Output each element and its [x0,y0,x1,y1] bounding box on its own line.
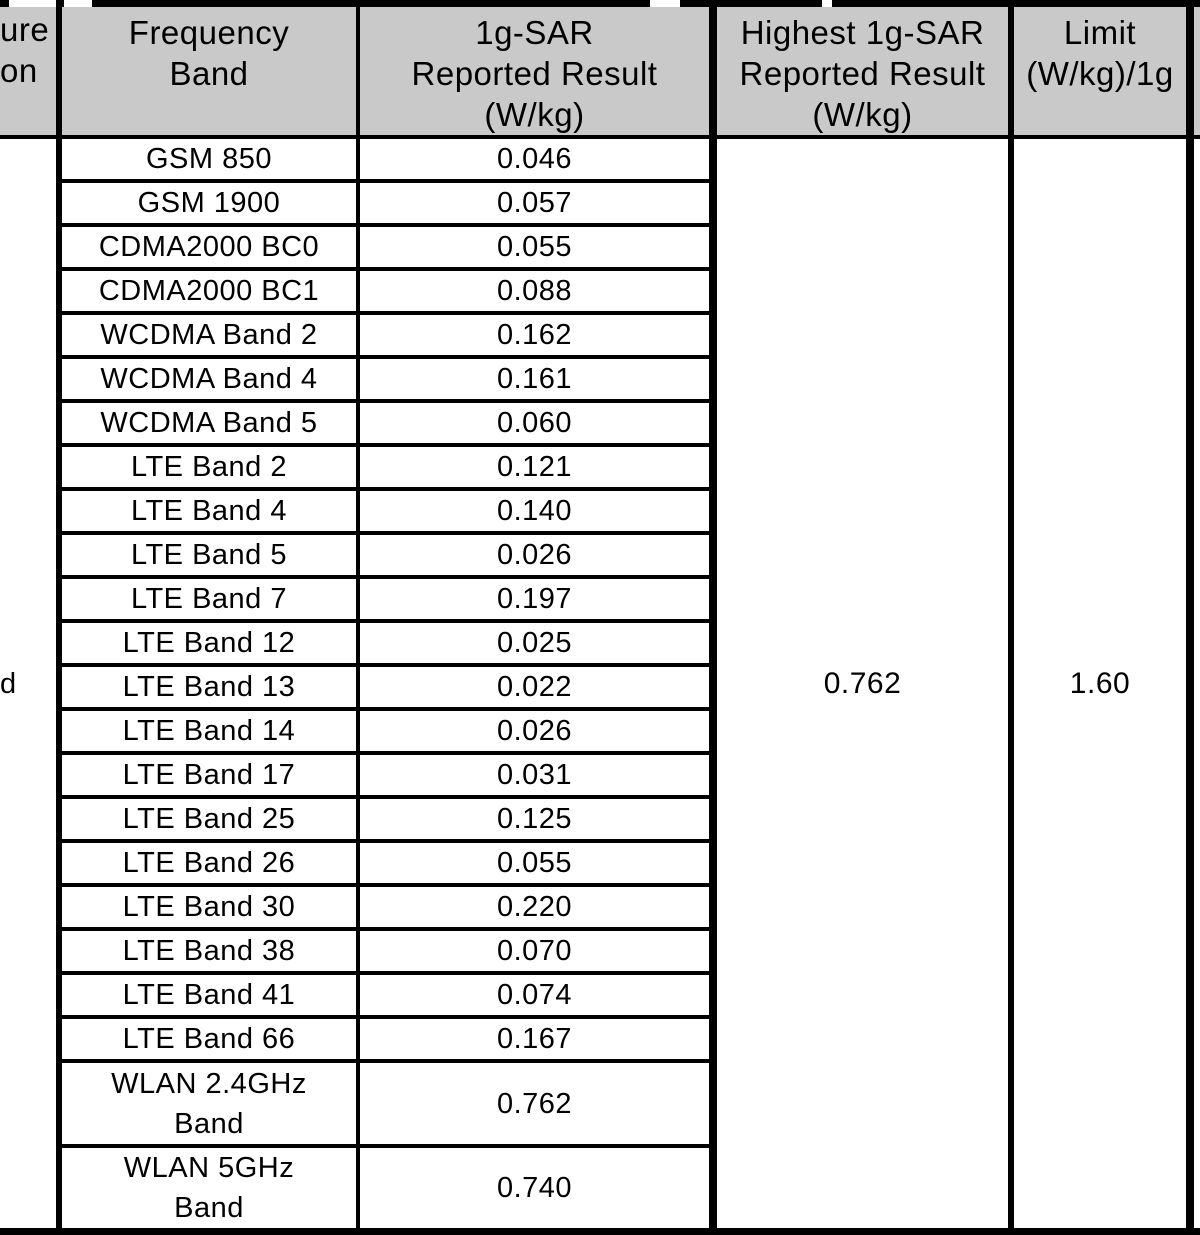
band-line: WCDMA Band 4 [100,363,318,395]
reported-sar-value-cell: 0.031 [358,753,713,797]
frequency-band-cell [59,1061,358,1146]
crop-artifact-gap [822,0,832,7]
frequency-band-cell [59,621,358,665]
frequency-band-cell [59,973,358,1017]
exposure-position-cell-cropped: d [0,137,59,1232]
header-line: (W/kg)/1g [1026,55,1174,92]
band-line: LTE Band 41 [122,979,296,1011]
band-line: CDMA2000 BC1 [98,275,320,307]
reported-sar-value-cell: 0.055 [358,225,713,269]
highest-sar-value-cell: 0.762 [713,137,1011,1232]
frequency-band-header [59,4,358,138]
band-line: LTE Band 66 [122,1023,296,1055]
band-line: WCDMA Band 5 [100,407,318,439]
crop-artifact-gap [64,0,92,7]
highest-sar-header [713,4,1011,138]
reported-sar-value-cell: 0.220 [358,885,713,929]
header-line: Band [169,55,249,92]
band-line: GSM 1900 [137,187,281,219]
band-line: LTE Band 2 [130,451,287,483]
frequency-band-cell [59,753,358,797]
reported-sar-header [358,4,713,138]
frequency-band-cell [59,357,358,401]
frequency-band-cell [59,401,358,445]
band-line: WCDMA Band 2 [100,319,318,351]
reported-sar-value-cell: 0.070 [358,929,713,973]
frequency-band-cell [59,885,358,929]
reported-sar-value-cell: 0.055 [358,841,713,885]
cropped-right-column-header [1190,4,1200,138]
exposure-position-header-cropped [0,4,59,138]
reported-sar-value-cell: 0.197 [358,577,713,621]
frequency-band-cell [59,1146,358,1232]
frequency-band-cell [59,445,358,489]
crop-artifact-border-stub [0,0,9,7]
limit-header [1011,4,1190,138]
reported-sar-value-cell: 0.022 [358,665,713,709]
frequency-band-cell [59,665,358,709]
table-body [0,137,1200,1232]
band-line: LTE Band 26 [122,847,296,879]
reported-sar-value-cell: 0.060 [358,401,713,445]
header-line: on [0,51,38,89]
reported-sar-value-cell: 0.140 [358,489,713,533]
table-header [0,4,1200,138]
band-line: CDMA2000 BC0 [98,231,320,263]
header-row [0,4,1200,138]
reported-sar-value-cell: 0.057 [358,181,713,225]
reported-sar-value-cell: 0.121 [358,445,713,489]
header-line: (W/kg) [484,96,585,133]
header-line: Highest 1g-SAR [740,14,985,51]
header-line: ure [0,10,50,48]
header-line: 1g-SAR [475,14,594,51]
header-line: (W/kg) [812,96,913,133]
band-line: LTE Band 7 [130,583,287,615]
limit-value-cell: 1.60 [1011,137,1190,1232]
reported-sar-value-cell: 0.025 [358,621,713,665]
band-line: LTE Band 12 [122,627,296,659]
band-line: LTE Band 14 [122,715,296,747]
reported-sar-value-cell: 0.026 [358,709,713,753]
band-line: LTE Band 17 [122,759,296,791]
frequency-band-cell [59,137,358,181]
frequency-band-cell [59,577,358,621]
band-line: WLAN 2.4GHz [111,1067,307,1100]
header-line: Reported Result [739,55,986,92]
crop-artifact-gap [650,0,680,7]
reported-sar-value-cell: 0.167 [358,1017,713,1061]
crop-artifact-gap [9,0,56,7]
frequency-band-cell [59,797,358,841]
table-row [0,137,1200,181]
frequency-band-cell [59,489,358,533]
header-line: Frequency [128,14,290,51]
frequency-band-cell [59,929,358,973]
frequency-band-cell [59,1017,358,1061]
frequency-band-cell [59,269,358,313]
header-line: Limit [1063,14,1137,51]
band-line: GSM 850 [146,143,272,175]
band-line: LTE Band 4 [130,495,287,527]
reported-sar-value-cell: 0.162 [358,313,713,357]
frequency-band-cell [59,709,358,753]
frequency-band-cell [59,181,358,225]
frequency-band-cell [59,313,358,357]
reported-sar-value-cell: 0.762 [358,1061,713,1146]
cropped-right-column-cell [1190,137,1200,1232]
reported-sar-value-cell: 0.740 [358,1146,713,1232]
band-line: Band [174,1192,244,1224]
frequency-band-cell [59,841,358,885]
band-line: WLAN 5GHz [123,1152,295,1184]
band-line: LTE Band 38 [122,935,296,967]
band-line: LTE Band 13 [122,671,296,703]
band-line: LTE Band 25 [122,803,296,835]
reported-sar-value-cell: 0.088 [358,269,713,313]
reported-sar-value-cell: 0.074 [358,973,713,1017]
band-line: LTE Band 30 [122,891,296,923]
frequency-band-cell [59,533,358,577]
reported-sar-value-cell: 0.026 [358,533,713,577]
reported-sar-value-cell: 0.161 [358,357,713,401]
reported-sar-value-cell: 0.125 [358,797,713,841]
header-line: Reported Result [411,55,658,92]
frequency-band-cell [59,225,358,269]
reported-sar-value-cell: 0.046 [358,137,713,181]
band-line: LTE Band 5 [130,539,287,571]
band-line: Band [174,1107,244,1140]
